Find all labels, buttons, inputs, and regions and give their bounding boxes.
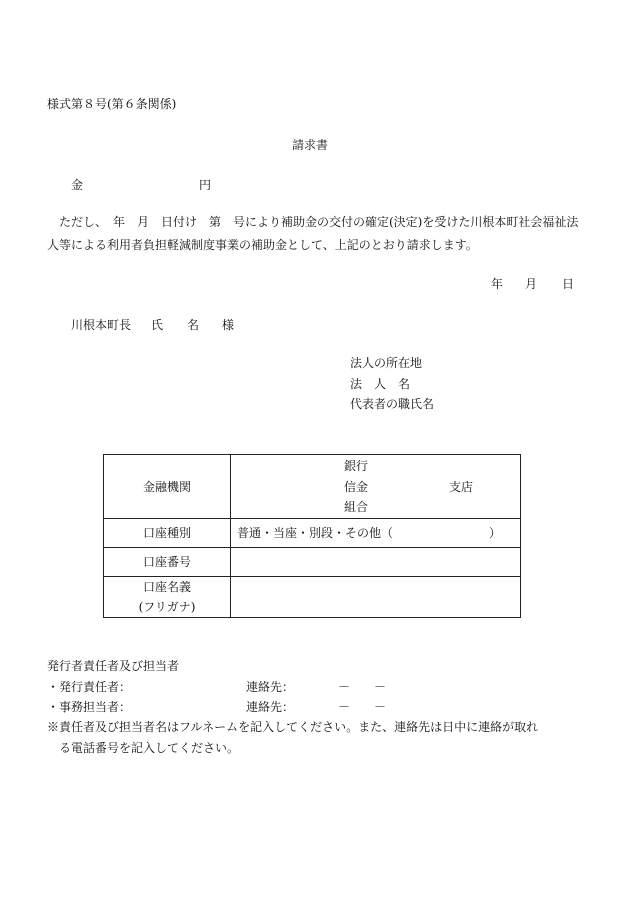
account-number-cell (231, 548, 521, 577)
institution-cell (231, 455, 521, 519)
staff-label: ・事務担当者： (47, 700, 132, 714)
date-year: 年 (491, 277, 504, 291)
account-type-options: 普通・当座・別段・その他（ ） (231, 519, 521, 548)
document-title: 請求書 (292, 138, 329, 152)
branch-label: 支店 (449, 480, 474, 494)
institution-type-shinkin: 信金 (344, 480, 369, 494)
addressee-mei: 名 (187, 318, 200, 332)
account-name-cell (231, 577, 521, 618)
institution-type-bank: 銀行 (344, 459, 369, 473)
note-line-2: る電話番号を記入してください。 (59, 741, 240, 755)
account-number-label: 口座番号 (104, 548, 231, 577)
addressee-name: 川根本町長 (71, 318, 132, 332)
account-name-label: 口座名義 (142, 580, 191, 594)
contacts-heading: 発行者責任者及び担当者 (47, 659, 180, 673)
applicant-address-label: 法人の所在地 (350, 356, 423, 370)
amount-unit: 円 (199, 178, 212, 192)
issuer-label: ・発行責任者： (47, 680, 132, 694)
amount-prefix: 金 (71, 178, 84, 192)
bank-account-table (103, 454, 521, 618)
addressee-shi: 氏 (151, 318, 164, 332)
institution-label: 金融機関 (104, 455, 231, 519)
staff-contact-label: 連絡先： (246, 700, 295, 714)
body-line-2: 人等による利用者負担軽減制度事業の補助金として、上記のとおり請求します。 (47, 238, 478, 252)
body-line-1: ただし、 年 月 日付け 第 号により補助金の交付の確定(決定)を受けた川根本町社会福祉法 (59, 215, 579, 229)
date-day: 日 (562, 277, 575, 291)
issuer-contact-dashes: － － (338, 680, 387, 694)
applicant-rep-label: 代表者の職氏名 (350, 397, 435, 411)
applicant-name-label: 法 人 名 (350, 377, 411, 391)
note-line-1: ※責任者及び担当者名はフルネームを記入してください。また、連絡先は日中に連絡が取れ (47, 720, 539, 734)
staff-contact-dashes: － － (338, 700, 387, 714)
institution-type-kumiai: 組合 (344, 500, 369, 514)
form-number: 様式第８号(第６条関係) (47, 97, 177, 111)
issuer-contact-label: 連絡先： (246, 680, 295, 694)
account-name-kana: (フリガナ) (138, 600, 196, 614)
account-name-label-cell (104, 577, 231, 618)
account-type-label: 口座種別 (104, 519, 231, 548)
date-month: 月 (525, 277, 538, 291)
addressee-sama: 様 (222, 318, 235, 332)
